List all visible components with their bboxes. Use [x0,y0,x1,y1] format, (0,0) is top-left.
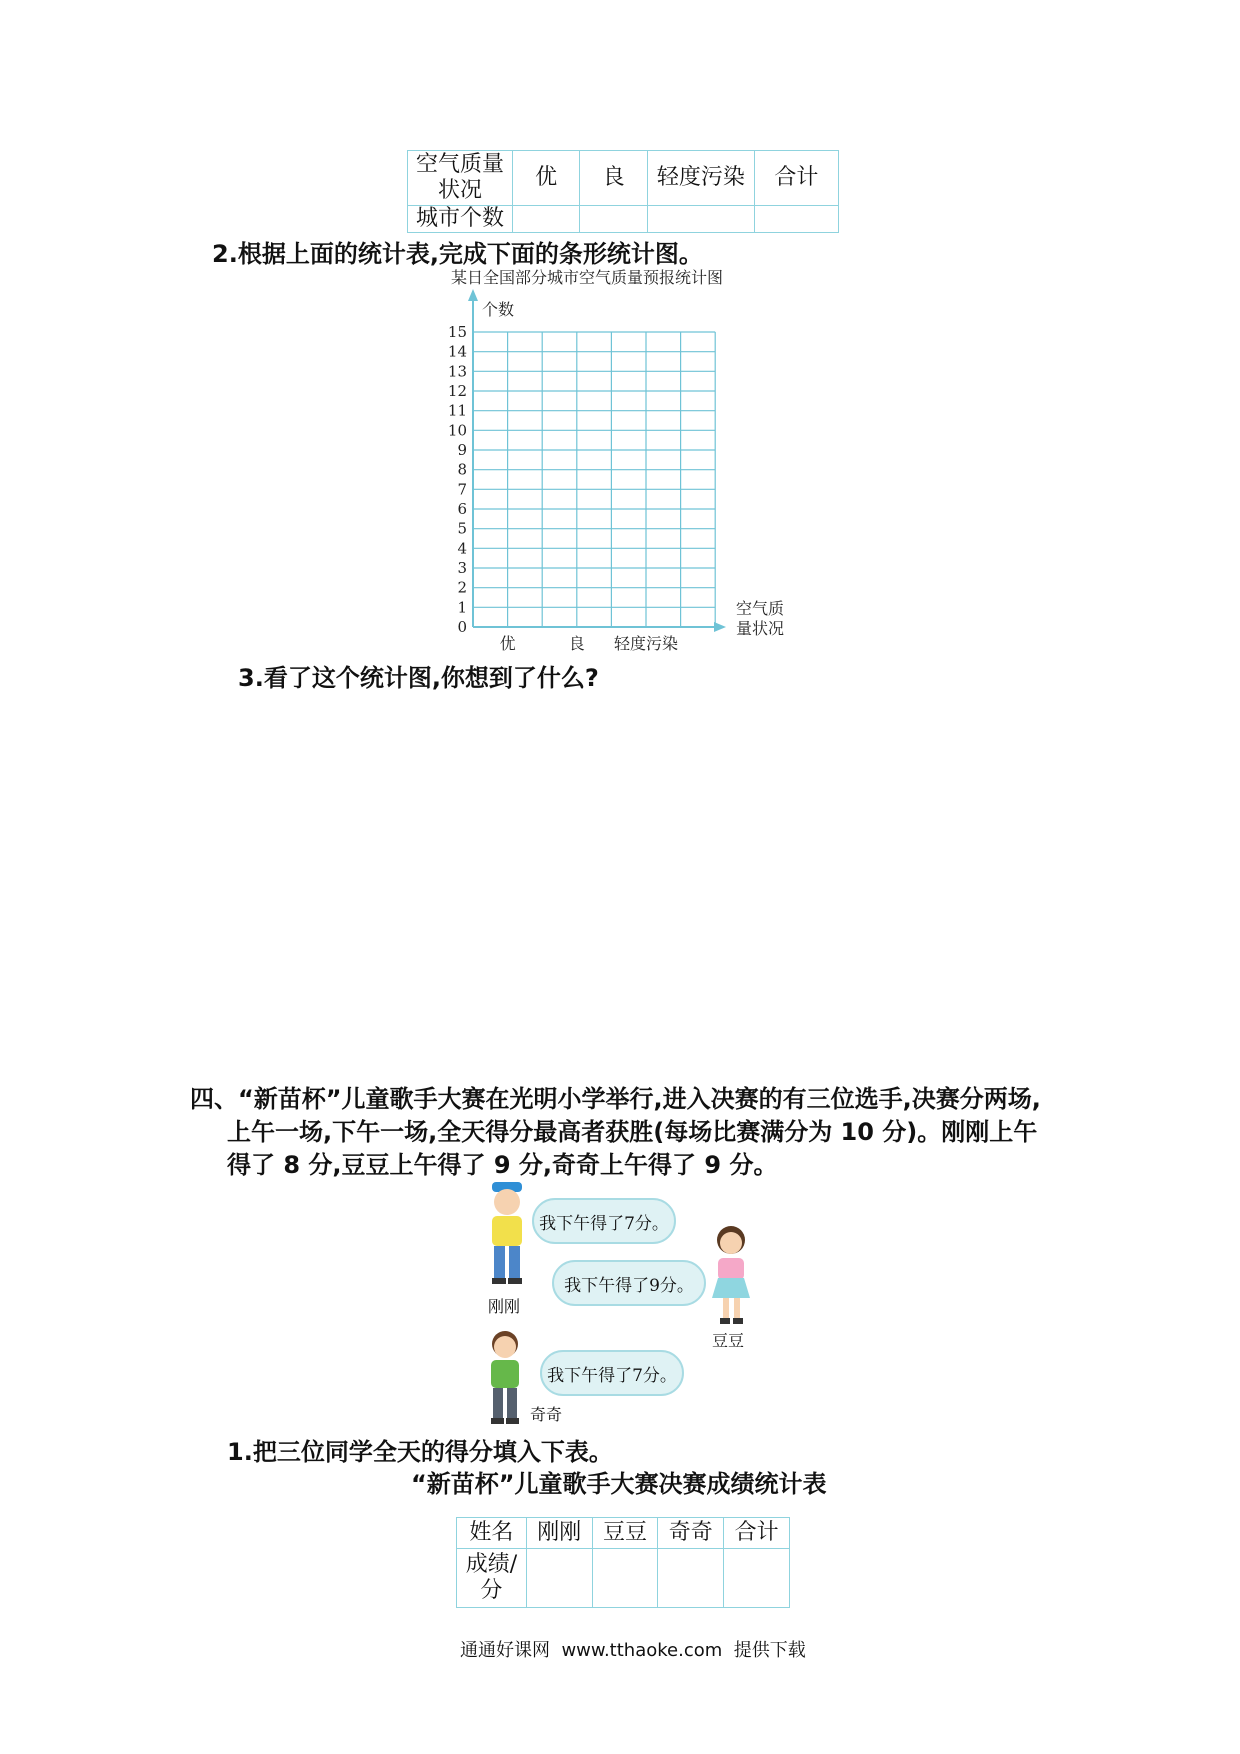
name-qiqi: 奇奇 [530,1405,563,1424]
y-tick-label: 11 [447,401,467,420]
table-row [457,1549,790,1608]
header-cell: 豆豆 [592,1518,658,1549]
header-cell: 姓名 [457,1518,527,1549]
blank-cell[interactable] [658,1549,724,1608]
y-tick-label: 3 [457,559,467,577]
score-table-title: “新苗杯”儿童歌手大赛决赛成绩统计表 [411,1470,827,1498]
score-table [456,1517,790,1608]
blank-cell[interactable] [754,206,838,233]
header-cell: 优 [512,151,580,206]
y-tick-label: 7 [457,480,467,499]
speech-bubble [552,1260,706,1306]
y-tick-label: 1 [457,598,467,617]
kids-illustration [470,1180,790,1430]
y-tick-label: 4 [457,539,467,558]
y-tick-label: 10 [447,421,467,440]
blank-cell[interactable] [526,1549,592,1608]
section-4-line2: 上午一场,下午一场,全天得分最高者获胜(每场比赛满分为 10 分)。刚刚上午 [227,1118,1038,1146]
y-tick-label: 13 [447,362,467,381]
x-axis-label: 空气质 [736,599,785,618]
table-row [408,151,839,206]
bar-chart [430,265,830,655]
x-tick-label: 轻度污染 [613,634,679,653]
y-tick-label: 14 [447,342,467,361]
girl-doudou-figure [706,1220,756,1330]
name-doudou: 豆豆 [712,1331,745,1350]
question-3: 3.看了这个统计图,你想到了什么? [238,664,599,692]
footer-credit: 通通好课网 www.tthaoke.com 提供下载 [460,1640,806,1661]
y-tick-label: 5 [457,519,467,538]
row-label: 城市个数 [408,206,513,233]
y-axis-label: 个数 [482,300,515,319]
chart-title: 某日全国部分城市空气质量预报统计图 [451,268,724,287]
air-quality-table [407,150,839,233]
speech-bubble-text: 我下午得了7分。 [547,1365,677,1386]
y-tick-label: 2 [457,578,467,597]
blank-cell[interactable] [580,206,648,233]
section-4-line1: 四、“新苗杯”儿童歌手大赛在光明小学举行,进入决赛的有三位选手,决赛分两场, [190,1085,1041,1113]
y-tick-label: 12 [447,382,467,400]
y-tick-label: 8 [457,460,467,479]
boy-qiqi-figure [480,1330,530,1430]
x-tick-label: 优 [499,634,516,653]
table-row [408,206,839,233]
speech-bubble [532,1198,676,1244]
blank-cell[interactable] [512,206,580,233]
question-4-1: 1.把三位同学全天的得分填入下表。 [227,1438,613,1466]
x-tick-label: 良 [568,634,585,653]
name-ganggang: 刚刚 [488,1297,521,1316]
header-cell: 奇奇 [658,1518,724,1549]
blank-cell[interactable] [724,1549,790,1608]
y-tick-label: 15 [447,323,467,341]
question-2: 2.根据上面的统计表,完成下面的条形统计图。 [212,240,703,268]
y-axis-arrow-icon [468,289,478,301]
boy-ganggang-figure [482,1180,532,1290]
x-axis-label: 量状况 [736,619,785,638]
header-cell: 刚刚 [526,1518,592,1549]
header-cell: 轻度污染 [647,151,754,206]
header-cell: 良 [580,151,648,206]
header-cell: 合计 [724,1518,790,1549]
y-tick-label: 9 [457,441,467,459]
row-label: 成绩/ 分 [457,1549,527,1608]
blank-cell[interactable] [647,206,754,233]
speech-bubble-text: 我下午得了9分。 [564,1275,694,1296]
section-4-line3: 得了 8 分,豆豆上午得了 9 分,奇奇上午得了 9 分。 [227,1151,778,1179]
speech-bubble [540,1350,684,1396]
speech-bubble-text: 我下午得了7分。 [539,1213,669,1234]
header-cell: 空气质量 状况 [408,151,513,206]
header-cell: 合计 [754,151,838,206]
y-tick-label: 6 [457,500,467,518]
blank-cell[interactable] [592,1549,658,1608]
table-row [457,1518,790,1549]
y-tick-label: 0 [457,618,467,636]
